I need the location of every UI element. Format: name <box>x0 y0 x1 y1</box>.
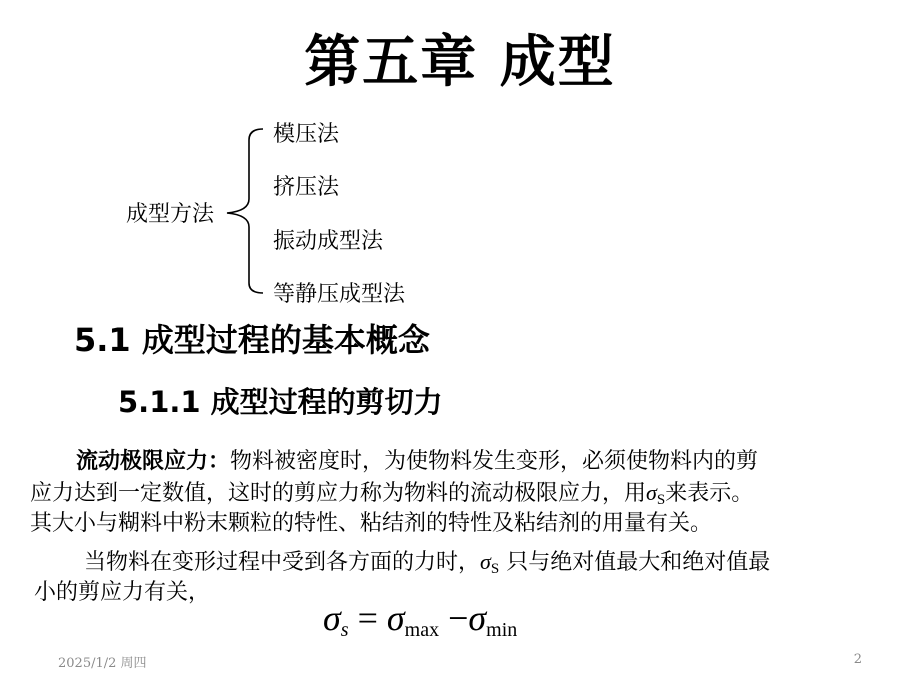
method-item-mould-pressing: 模压法 <box>273 122 340 147</box>
paragraph1-line3: 其大小与糊料中粉末颗粒的特性、粘结剂的特性及粘结剂的用量有关。 <box>30 511 713 536</box>
sigma-symbol: σ <box>480 549 491 574</box>
brace-icon <box>225 126 265 296</box>
formula-sigma-max: σ <box>386 598 405 638</box>
formula-sigma-min: σ <box>468 598 487 638</box>
paragraph2-line2: 小的剪应力有关， <box>34 580 211 605</box>
formula-minus: − <box>448 598 469 638</box>
sigma-symbol: σ <box>646 480 657 505</box>
shear-stress-formula <box>323 598 517 650</box>
sigma-subscript: S <box>656 492 666 508</box>
section-heading: 5.1 成型过程的基本概念 <box>74 321 430 359</box>
paragraph2-text-1a: 当物料在变形过程中受到各方面的力时， <box>84 550 481 575</box>
method-item-vibration-molding: 振动成型法 <box>273 229 384 254</box>
formula-equals: = <box>357 598 378 638</box>
formula-sub-max: max <box>404 619 440 641</box>
formula-sub-s: s <box>340 619 349 641</box>
sigma-subscript: S <box>490 561 500 577</box>
paragraph1-line1 <box>76 447 758 477</box>
slide-title: 第五章 成型 <box>304 30 616 95</box>
paragraph2-text-1b: 只与绝对值最大和绝对值最 <box>499 550 771 575</box>
paragraph1-text-2b: 来表示。 <box>665 481 754 506</box>
page-number: 2 <box>853 652 862 667</box>
subsection-heading: 5.1.1 成型过程的剪切力 <box>118 385 443 419</box>
formula-sigma: σ <box>323 598 341 638</box>
footer-date: 2025/1/2 周四 <box>58 656 147 671</box>
method-item-isostatic-pressing: 等静压成型法 <box>273 282 406 307</box>
paragraph1-text-1: 物料被密度时，为使物料发生变形，必须使物料内的剪 <box>230 449 759 474</box>
method-item-extrusion: 挤压法 <box>273 175 340 200</box>
methods-label: 成型方法 <box>126 202 215 227</box>
flow-limit-stress-term: 流动极限应力： <box>76 449 231 474</box>
formula-sub-min: min <box>486 619 518 641</box>
paragraph1-text-2a: 应力达到一定数值，这时的剪应力称为物料的流动极限应力，用 <box>30 481 647 506</box>
